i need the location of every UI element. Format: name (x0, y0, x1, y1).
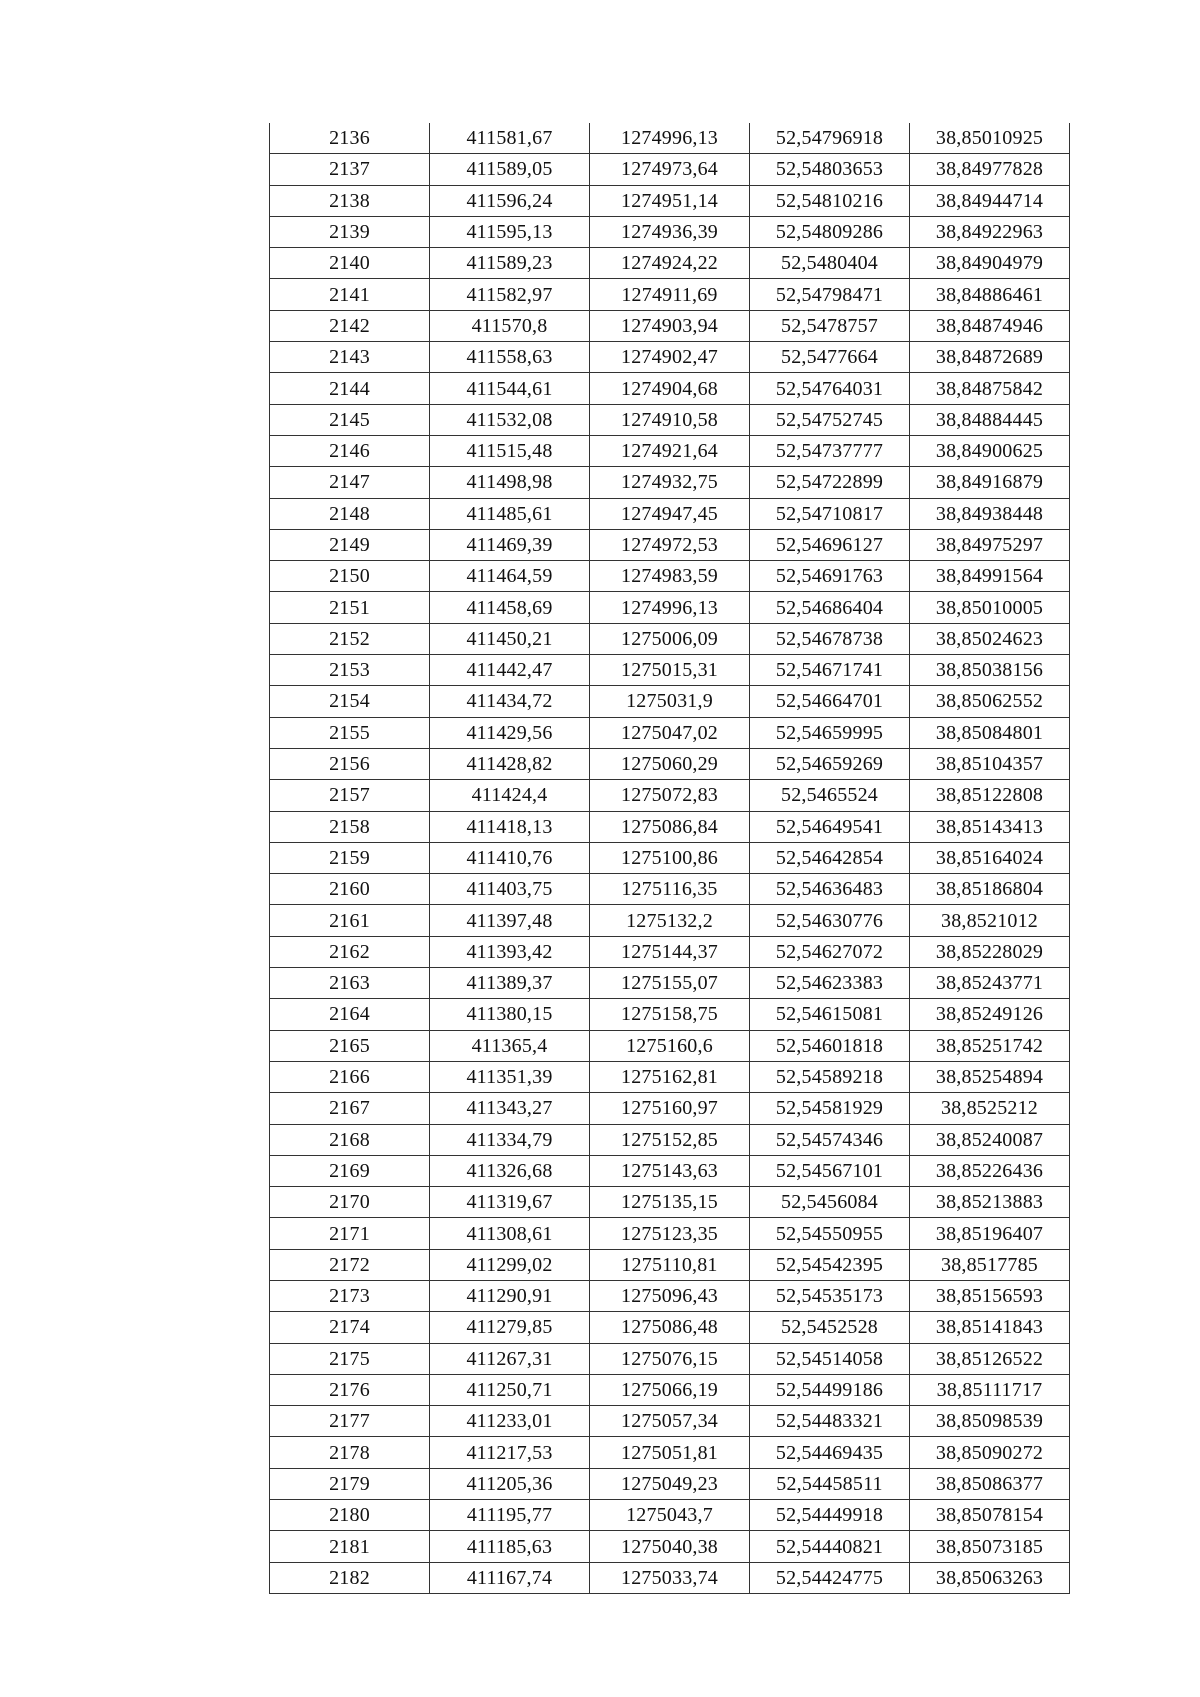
table-row (270, 811, 1070, 842)
longitude-cell: 38,85156593 (910, 1280, 1070, 1311)
y-coordinate-cell: 1275031,9 (590, 686, 750, 717)
longitude-cell: 38,84975297 (910, 529, 1070, 560)
point-number-cell: 2178 (270, 1437, 430, 1468)
y-coordinate-cell: 1275066,19 (590, 1374, 750, 1405)
y-coordinate-cell: 1275162,81 (590, 1061, 750, 1092)
x-coordinate-cell: 411570,8 (430, 310, 590, 341)
point-number-cell: 2175 (270, 1343, 430, 1374)
y-coordinate-cell: 1275006,09 (590, 623, 750, 654)
x-coordinate-cell: 411464,59 (430, 561, 590, 592)
x-coordinate-cell: 411334,79 (430, 1124, 590, 1155)
longitude-cell: 38,85111717 (910, 1374, 1070, 1405)
y-coordinate-cell: 1275086,48 (590, 1312, 750, 1343)
latitude-cell: 52,54752745 (750, 404, 910, 435)
y-coordinate-cell: 1275110,81 (590, 1249, 750, 1280)
y-coordinate-cell: 1274996,13 (590, 592, 750, 623)
y-coordinate-cell: 1275072,83 (590, 780, 750, 811)
longitude-cell: 38,85090272 (910, 1437, 1070, 1468)
x-coordinate-cell: 411581,67 (430, 123, 590, 154)
longitude-cell: 38,85063263 (910, 1562, 1070, 1593)
latitude-cell: 52,54764031 (750, 373, 910, 404)
point-number-cell: 2143 (270, 342, 430, 373)
point-number-cell: 2168 (270, 1124, 430, 1155)
y-coordinate-cell: 1274936,39 (590, 216, 750, 247)
longitude-cell: 38,84874946 (910, 310, 1070, 341)
point-number-cell: 2164 (270, 999, 430, 1030)
table-row (270, 655, 1070, 686)
x-coordinate-cell: 411319,67 (430, 1187, 590, 1218)
longitude-cell: 38,85062552 (910, 686, 1070, 717)
table-row (270, 248, 1070, 279)
longitude-cell: 38,84900625 (910, 435, 1070, 466)
table-row (270, 1500, 1070, 1531)
latitude-cell: 52,54458511 (750, 1468, 910, 1499)
latitude-cell: 52,54722899 (750, 467, 910, 498)
table-row (270, 1406, 1070, 1437)
x-coordinate-cell: 411326,68 (430, 1155, 590, 1186)
longitude-cell: 38,85143413 (910, 811, 1070, 842)
longitude-cell: 38,84875842 (910, 373, 1070, 404)
y-coordinate-cell: 1275143,63 (590, 1155, 750, 1186)
y-coordinate-cell: 1274921,64 (590, 435, 750, 466)
point-number-cell: 2172 (270, 1249, 430, 1280)
latitude-cell: 52,5452528 (750, 1312, 910, 1343)
longitude-cell: 38,8525212 (910, 1093, 1070, 1124)
x-coordinate-cell: 411544,61 (430, 373, 590, 404)
point-number-cell: 2137 (270, 154, 430, 185)
latitude-cell: 52,54696127 (750, 529, 910, 560)
latitude-cell: 52,54691763 (750, 561, 910, 592)
latitude-cell: 52,54615081 (750, 999, 910, 1030)
x-coordinate-cell: 411233,01 (430, 1406, 590, 1437)
point-number-cell: 2180 (270, 1500, 430, 1531)
y-coordinate-cell: 1275015,31 (590, 655, 750, 686)
latitude-cell: 52,5477664 (750, 342, 910, 373)
table-row (270, 1124, 1070, 1155)
table-row (270, 968, 1070, 999)
point-number-cell: 2151 (270, 592, 430, 623)
longitude-cell: 38,85010005 (910, 592, 1070, 623)
longitude-cell: 38,85226436 (910, 1155, 1070, 1186)
latitude-cell: 52,54686404 (750, 592, 910, 623)
table-row (270, 905, 1070, 936)
x-coordinate-cell: 411217,53 (430, 1437, 590, 1468)
x-coordinate-cell: 411250,71 (430, 1374, 590, 1405)
table-row (270, 498, 1070, 529)
table-row (270, 1437, 1070, 1468)
y-coordinate-cell: 1275060,29 (590, 748, 750, 779)
longitude-cell: 38,85243771 (910, 968, 1070, 999)
table-row (270, 780, 1070, 811)
longitude-cell: 38,84904979 (910, 248, 1070, 279)
point-number-cell: 2147 (270, 467, 430, 498)
y-coordinate-cell: 1275049,23 (590, 1468, 750, 1499)
x-coordinate-cell: 411380,15 (430, 999, 590, 1030)
y-coordinate-cell: 1274947,45 (590, 498, 750, 529)
table-row (270, 717, 1070, 748)
x-coordinate-cell: 411299,02 (430, 1249, 590, 1280)
table-row (270, 529, 1070, 560)
longitude-cell: 38,85254894 (910, 1061, 1070, 1092)
latitude-cell: 52,54796918 (750, 123, 910, 154)
latitude-cell: 52,54642854 (750, 842, 910, 873)
y-coordinate-cell: 1275086,84 (590, 811, 750, 842)
latitude-cell: 52,54810216 (750, 185, 910, 216)
x-coordinate-cell: 411434,72 (430, 686, 590, 717)
longitude-cell: 38,85196407 (910, 1218, 1070, 1249)
x-coordinate-cell: 411389,37 (430, 968, 590, 999)
table-row (270, 748, 1070, 779)
longitude-cell: 38,84922963 (910, 216, 1070, 247)
point-number-cell: 2181 (270, 1531, 430, 1562)
point-number-cell: 2158 (270, 811, 430, 842)
x-coordinate-cell: 411589,05 (430, 154, 590, 185)
y-coordinate-cell: 1274910,58 (590, 404, 750, 435)
table-row (270, 342, 1070, 373)
point-number-cell: 2161 (270, 905, 430, 936)
longitude-cell: 38,84991564 (910, 561, 1070, 592)
x-coordinate-cell: 411418,13 (430, 811, 590, 842)
point-number-cell: 2165 (270, 1030, 430, 1061)
y-coordinate-cell: 1274996,13 (590, 123, 750, 154)
table-row (270, 1468, 1070, 1499)
x-coordinate-cell: 411498,98 (430, 467, 590, 498)
longitude-cell: 38,85104357 (910, 748, 1070, 779)
point-number-cell: 2182 (270, 1562, 430, 1593)
x-coordinate-cell: 411308,61 (430, 1218, 590, 1249)
point-number-cell: 2154 (270, 686, 430, 717)
table-row (270, 874, 1070, 905)
latitude-cell: 52,54649541 (750, 811, 910, 842)
latitude-cell: 52,54601818 (750, 1030, 910, 1061)
y-coordinate-cell: 1275135,15 (590, 1187, 750, 1218)
table-row (270, 435, 1070, 466)
latitude-cell: 52,5480404 (750, 248, 910, 279)
latitude-cell: 52,54809286 (750, 216, 910, 247)
table-row (270, 686, 1070, 717)
table-row (270, 1187, 1070, 1218)
latitude-cell: 52,54589218 (750, 1061, 910, 1092)
table-row (270, 185, 1070, 216)
y-coordinate-cell: 1274972,53 (590, 529, 750, 560)
x-coordinate-cell: 411469,39 (430, 529, 590, 560)
y-coordinate-cell: 1274973,64 (590, 154, 750, 185)
point-number-cell: 2136 (270, 123, 430, 154)
latitude-cell: 52,54659995 (750, 717, 910, 748)
longitude-cell: 38,85249126 (910, 999, 1070, 1030)
latitude-cell: 52,54499186 (750, 1374, 910, 1405)
x-coordinate-cell: 411589,23 (430, 248, 590, 279)
point-number-cell: 2177 (270, 1406, 430, 1437)
point-number-cell: 2141 (270, 279, 430, 310)
latitude-cell: 52,54710817 (750, 498, 910, 529)
point-number-cell: 2160 (270, 874, 430, 905)
point-number-cell: 2155 (270, 717, 430, 748)
longitude-cell: 38,85073185 (910, 1531, 1070, 1562)
y-coordinate-cell: 1275160,6 (590, 1030, 750, 1061)
table-row (270, 561, 1070, 592)
longitude-cell: 38,85213883 (910, 1187, 1070, 1218)
table-row (270, 999, 1070, 1030)
longitude-cell: 38,84977828 (910, 154, 1070, 185)
x-coordinate-cell: 411267,31 (430, 1343, 590, 1374)
x-coordinate-cell: 411343,27 (430, 1093, 590, 1124)
table-row (270, 1030, 1070, 1061)
x-coordinate-cell: 411403,75 (430, 874, 590, 905)
longitude-cell: 38,84872689 (910, 342, 1070, 373)
table-row (270, 154, 1070, 185)
point-number-cell: 2179 (270, 1468, 430, 1499)
latitude-cell: 52,54798471 (750, 279, 910, 310)
latitude-cell: 52,54671741 (750, 655, 910, 686)
x-coordinate-cell: 411351,39 (430, 1061, 590, 1092)
longitude-cell: 38,85038156 (910, 655, 1070, 686)
latitude-cell: 52,5465524 (750, 780, 910, 811)
y-coordinate-cell: 1274924,22 (590, 248, 750, 279)
y-coordinate-cell: 1274903,94 (590, 310, 750, 341)
table-row (270, 1061, 1070, 1092)
latitude-cell: 52,54424775 (750, 1562, 910, 1593)
point-number-cell: 2163 (270, 968, 430, 999)
x-coordinate-cell: 411393,42 (430, 936, 590, 967)
point-number-cell: 2153 (270, 655, 430, 686)
latitude-cell: 52,54550955 (750, 1218, 910, 1249)
table-row (270, 123, 1070, 154)
latitude-cell: 52,54803653 (750, 154, 910, 185)
point-number-cell: 2176 (270, 1374, 430, 1405)
point-number-cell: 2149 (270, 529, 430, 560)
y-coordinate-cell: 1275116,35 (590, 874, 750, 905)
point-number-cell: 2146 (270, 435, 430, 466)
y-coordinate-cell: 1275132,2 (590, 905, 750, 936)
point-number-cell: 2169 (270, 1155, 430, 1186)
latitude-cell: 52,54483321 (750, 1406, 910, 1437)
y-coordinate-cell: 1274951,14 (590, 185, 750, 216)
latitude-cell: 52,5456084 (750, 1187, 910, 1218)
y-coordinate-cell: 1275123,35 (590, 1218, 750, 1249)
x-coordinate-cell: 411424,4 (430, 780, 590, 811)
x-coordinate-cell: 411596,24 (430, 185, 590, 216)
x-coordinate-cell: 411558,63 (430, 342, 590, 373)
x-coordinate-cell: 411442,47 (430, 655, 590, 686)
y-coordinate-cell: 1275155,07 (590, 968, 750, 999)
longitude-cell: 38,84886461 (910, 279, 1070, 310)
point-number-cell: 2152 (270, 623, 430, 654)
y-coordinate-cell: 1275096,43 (590, 1280, 750, 1311)
table-row (270, 467, 1070, 498)
longitude-cell: 38,8517785 (910, 1249, 1070, 1280)
y-coordinate-cell: 1275158,75 (590, 999, 750, 1030)
longitude-cell: 38,85228029 (910, 936, 1070, 967)
x-coordinate-cell: 411185,63 (430, 1531, 590, 1562)
table-row (270, 1218, 1070, 1249)
latitude-cell: 52,54664701 (750, 686, 910, 717)
latitude-cell: 52,54469435 (750, 1437, 910, 1468)
table-row (270, 216, 1070, 247)
point-number-cell: 2148 (270, 498, 430, 529)
point-number-cell: 2156 (270, 748, 430, 779)
table-row (270, 623, 1070, 654)
y-coordinate-cell: 1275144,37 (590, 936, 750, 967)
table-row (270, 1531, 1070, 1562)
y-coordinate-cell: 1274904,68 (590, 373, 750, 404)
latitude-cell: 52,54535173 (750, 1280, 910, 1311)
point-number-cell: 2145 (270, 404, 430, 435)
y-coordinate-cell: 1275051,81 (590, 1437, 750, 1468)
x-coordinate-cell: 411429,56 (430, 717, 590, 748)
point-number-cell: 2144 (270, 373, 430, 404)
table-row (270, 279, 1070, 310)
latitude-cell: 52,54514058 (750, 1343, 910, 1374)
table-row (270, 1343, 1070, 1374)
longitude-cell: 38,84884445 (910, 404, 1070, 435)
table-row (270, 1280, 1070, 1311)
longitude-cell: 38,85141843 (910, 1312, 1070, 1343)
point-number-cell: 2171 (270, 1218, 430, 1249)
table-row (270, 1562, 1070, 1593)
coordinates-table-body (270, 123, 1070, 1593)
point-number-cell: 2139 (270, 216, 430, 247)
y-coordinate-cell: 1274983,59 (590, 561, 750, 592)
longitude-cell: 38,85010925 (910, 123, 1070, 154)
longitude-cell: 38,84938448 (910, 498, 1070, 529)
y-coordinate-cell: 1275033,74 (590, 1562, 750, 1593)
longitude-cell: 38,84916879 (910, 467, 1070, 498)
table-row (270, 1312, 1070, 1343)
longitude-cell: 38,85086377 (910, 1468, 1070, 1499)
x-coordinate-cell: 411582,97 (430, 279, 590, 310)
point-number-cell: 2173 (270, 1280, 430, 1311)
y-coordinate-cell: 1275047,02 (590, 717, 750, 748)
latitude-cell: 52,54630776 (750, 905, 910, 936)
point-number-cell: 2142 (270, 310, 430, 341)
latitude-cell: 52,54627072 (750, 936, 910, 967)
table-row (270, 936, 1070, 967)
longitude-cell: 38,85126522 (910, 1343, 1070, 1374)
point-number-cell: 2138 (270, 185, 430, 216)
x-coordinate-cell: 411279,85 (430, 1312, 590, 1343)
x-coordinate-cell: 411195,77 (430, 1500, 590, 1531)
table-row (270, 404, 1070, 435)
x-coordinate-cell: 411532,08 (430, 404, 590, 435)
y-coordinate-cell: 1275160,97 (590, 1093, 750, 1124)
y-coordinate-cell: 1275043,7 (590, 1500, 750, 1531)
x-coordinate-cell: 411205,36 (430, 1468, 590, 1499)
table-row (270, 310, 1070, 341)
longitude-cell: 38,85240087 (910, 1124, 1070, 1155)
point-number-cell: 2140 (270, 248, 430, 279)
y-coordinate-cell: 1274902,47 (590, 342, 750, 373)
y-coordinate-cell: 1275100,86 (590, 842, 750, 873)
y-coordinate-cell: 1275057,34 (590, 1406, 750, 1437)
table-row (270, 373, 1070, 404)
x-coordinate-cell: 411428,82 (430, 748, 590, 779)
point-number-cell: 2150 (270, 561, 430, 592)
table-row (270, 1249, 1070, 1280)
point-number-cell: 2159 (270, 842, 430, 873)
longitude-cell: 38,84944714 (910, 185, 1070, 216)
y-coordinate-cell: 1274911,69 (590, 279, 750, 310)
table-row (270, 842, 1070, 873)
latitude-cell: 52,54678738 (750, 623, 910, 654)
table-row (270, 1093, 1070, 1124)
x-coordinate-cell: 411410,76 (430, 842, 590, 873)
longitude-cell: 38,85186804 (910, 874, 1070, 905)
table-row (270, 1155, 1070, 1186)
x-coordinate-cell: 411397,48 (430, 905, 590, 936)
longitude-cell: 38,85078154 (910, 1500, 1070, 1531)
latitude-cell: 52,54659269 (750, 748, 910, 779)
latitude-cell: 52,54567101 (750, 1155, 910, 1186)
x-coordinate-cell: 411290,91 (430, 1280, 590, 1311)
x-coordinate-cell: 411167,74 (430, 1562, 590, 1593)
point-number-cell: 2162 (270, 936, 430, 967)
table-row (270, 1374, 1070, 1405)
point-number-cell: 2166 (270, 1061, 430, 1092)
x-coordinate-cell: 411515,48 (430, 435, 590, 466)
latitude-cell: 52,54737777 (750, 435, 910, 466)
longitude-cell: 38,85084801 (910, 717, 1070, 748)
latitude-cell: 52,5478757 (750, 310, 910, 341)
latitude-cell: 52,54623383 (750, 968, 910, 999)
x-coordinate-cell: 411595,13 (430, 216, 590, 247)
longitude-cell: 38,85098539 (910, 1406, 1070, 1437)
x-coordinate-cell: 411450,21 (430, 623, 590, 654)
y-coordinate-cell: 1275076,15 (590, 1343, 750, 1374)
y-coordinate-cell: 1275152,85 (590, 1124, 750, 1155)
x-coordinate-cell: 411485,61 (430, 498, 590, 529)
latitude-cell: 52,54574346 (750, 1124, 910, 1155)
latitude-cell: 52,54449918 (750, 1500, 910, 1531)
longitude-cell: 38,85024623 (910, 623, 1070, 654)
latitude-cell: 52,54581929 (750, 1093, 910, 1124)
latitude-cell: 52,54542395 (750, 1249, 910, 1280)
y-coordinate-cell: 1274932,75 (590, 467, 750, 498)
longitude-cell: 38,8521012 (910, 905, 1070, 936)
latitude-cell: 52,54440821 (750, 1531, 910, 1562)
x-coordinate-cell: 411365,4 (430, 1030, 590, 1061)
point-number-cell: 2157 (270, 780, 430, 811)
point-number-cell: 2170 (270, 1187, 430, 1218)
longitude-cell: 38,85251742 (910, 1030, 1070, 1061)
point-number-cell: 2167 (270, 1093, 430, 1124)
coordinates-table (269, 123, 1070, 1594)
longitude-cell: 38,85164024 (910, 842, 1070, 873)
table-row (270, 592, 1070, 623)
point-number-cell: 2174 (270, 1312, 430, 1343)
latitude-cell: 52,54636483 (750, 874, 910, 905)
x-coordinate-cell: 411458,69 (430, 592, 590, 623)
longitude-cell: 38,85122808 (910, 780, 1070, 811)
y-coordinate-cell: 1275040,38 (590, 1531, 750, 1562)
